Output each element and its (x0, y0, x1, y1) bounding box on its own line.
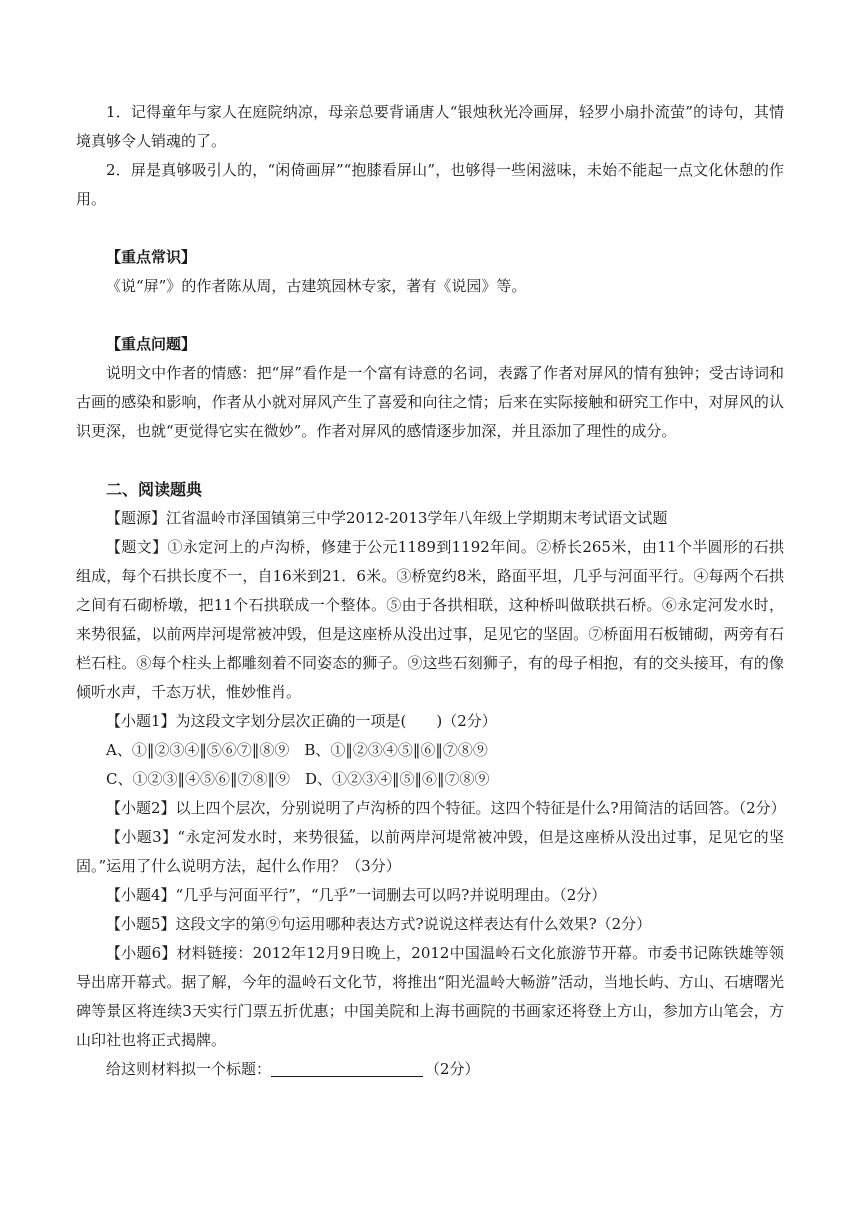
reading-source: 【题源】江省温岭市泽国镇第三中学2012-2013学年八年级上学期期末考试语文试题 (106, 509, 668, 527)
knowledge-body: 《说“屏”》的作者陈从周，古建筑园林专家，著有《说园》等。 (106, 277, 527, 295)
question-1-options-cd: C、①②③‖④⑤⑥‖⑦⑧‖⑨ D、①②③④‖⑤‖⑥‖⑦⑧⑨ (106, 770, 490, 788)
question-body: 说明文中作者的情感：把“屏”看作是一个富有诗意的名词，表露了作者对屏风的情有独钟；受古诗词和古画的感染和影响，作者从小就对屏风产生了喜爱和向往之情；后来在实际接触和研究工作中，对屏风的认识更深，也就“更觉得它实在微妙”。作者对屏风的感情逐步加深，并且添加了理性的成分。 (76, 364, 784, 440)
question-4: 【小题4】“几乎与河面平行”，“几乎”一词删去可以吗?并说明理由。（2分） (106, 886, 607, 904)
question-6: 【小题6】材料链接：2012年12月9日晚上，2012中国温岭石文化旅游节开幕。市委书记陈铁雄等领导出席开幕式。据了解，今年的温岭石文化节，将推出“阳光温岭大畅游”活动，当地长屿、方山、石塘曙光碑等景区将连续3天实行门票五折优惠；中国美院和上海书画院的书画家还将登上方山，参加方山笔会，方山印社也将正式揭牌。 (76, 944, 784, 1049)
question-2: 【小题2】以上四个层次，分别说明了卢沟桥的四个特征。这四个特征是什么?用简洁的话回答。（2分） (106, 799, 786, 817)
question-6-title-prompt: 给这则材料拟一个标题： (106, 1060, 272, 1078)
passage-paragraph-1: 1．记得童年与家人在庭院纳凉，母亲总要背诵唐人“银烛秋光冷画屏，轻罗小扇扑流萤”的诗句，其情境真够令人销魂的了。 (76, 103, 784, 150)
reading-section-title: 二、阅读题典 (106, 480, 203, 499)
question-3: 【小题3】“永定河发水时，来势很猛，以前两岸河堤常被冲毁，但是这座桥从没出过事，足见它的坚固。”运用了什么说明方法，起什么作用？（3分） (76, 828, 784, 875)
reading-text: 【题文】①永定河上的卢沟桥，修建于公元1189到1192年间。②桥长265米，由11个半圆形的石拱组成，每个石拱长度不一，自16米到21．6米。③桥宽约8米，路面平坦，几乎与河面平行。④每两个石拱之间有石砌桥墩，把11个石拱联成一个整体。⑤由于各拱相联，这种桥叫做联拱石桥。⑥永定河发水时，来势很猛，以前两岸河堤常被冲毁，但是这座桥从没出过事，足见它的坚固。⑦桥面用石板铺砌，两旁有石栏石柱。⑧每个柱头上都雕刻着不同姿态的狮子。⑨这些石刻狮子，有的母子相抱，有的交头接耳，有的像倾听水声，千态万状，惟妙惟肖。 (76, 538, 784, 701)
knowledge-heading: 【重点常识】 (106, 248, 197, 266)
answer-blank[interactable] (271, 1060, 423, 1077)
question-1: 【小题1】为这段文字划分层次正确的一项是( )（2分） (106, 712, 497, 730)
question-6-title-prompt-line (76, 1055, 784, 1084)
passage-paragraph-2: 2．屏是真够吸引人的，“闲倚画屏”“抱膝看屏山”，也够得一些闲滋味，未始不能起一点文化休憩的作用。 (76, 161, 784, 208)
question-1-options-ab: A、①‖②③④‖⑤⑥⑦‖⑧⑨ B、①‖②③④⑤‖⑥‖⑦⑧⑨ (106, 741, 488, 759)
question-heading: 【重点问题】 (106, 335, 197, 353)
question-6-score: （2分） (425, 1060, 480, 1078)
question-5: 【小题5】这段文字的第⑨句运用哪种表达方式?说说这样表达有什么效果?（2分） (106, 915, 652, 933)
